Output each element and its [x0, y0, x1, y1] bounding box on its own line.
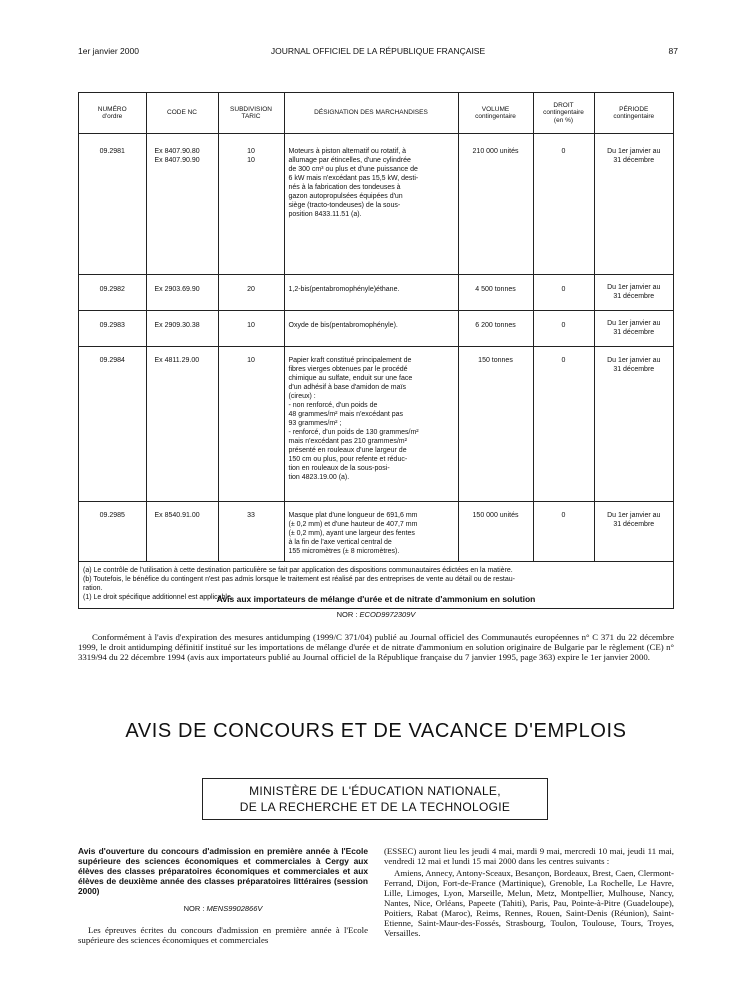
cell-subdivision	[218, 502, 284, 562]
nor-code: ECOD9972309V	[359, 610, 416, 619]
cell-periode	[594, 275, 673, 311]
cell-periode-l1: Du 1er janvier au	[607, 284, 661, 291]
section-title: AVIS DE CONCOURS ET DE VACANCE D'EMPLOIS	[125, 720, 627, 742]
cell-code	[146, 275, 218, 311]
concours-towns: Amiens, Annecy, Antony-Sceaux, Besançon, Bordeaux, Brest, Caen, Clermont-Ferrand, Dijon, Fort-de-France (Martinique), Grenoble, La Rochelle, Le Havre, Lille, Limoges, Lyon, Marseille, Melun, Metz, Montpellier, Mulhouse, Nancy, Nantes, Nice, Orléans, Papeete (Tahiti), Paris, Pau, Pointe-à-Pitre (Guadeloupe), Poitiers, Rabat (Maroc), Reims, Rennes, Rouen, Saint-Denis (Réunion), Saint-Etienne, Saint-Maur-des-Fossés, Strasbourg, Toulon, Toulouse, Tours, Troyes, Versailles.	[384, 868, 674, 938]
col-header-designation	[284, 93, 458, 134]
cell-numero: 09.2983	[79, 311, 146, 347]
cell-periode-l1: Du 1er janvier au	[607, 320, 661, 327]
cell-designation	[284, 275, 458, 311]
col-header-volume-l1: VOLUME	[481, 105, 510, 113]
cell-code-l1: Ex 2909.30.38	[154, 322, 200, 329]
col-header-code	[146, 93, 218, 134]
cell-code-l1: Ex 4811.29.00	[154, 357, 200, 364]
cell-code	[146, 134, 218, 275]
cell-periode-l2: 31 décembre	[613, 521, 655, 528]
cell-periode-l2: 31 décembre	[613, 366, 655, 373]
footnote-a: (a) Le contrôle de l'utilisation à cette destination particulière se fait par application des dispositions communautaires édictées en la matière.	[83, 567, 513, 574]
cell-designation	[284, 347, 458, 502]
col-header-code-l1: CODE NC	[167, 109, 197, 117]
footnote-b: (b) Toutefois, le bénéfice du contingent n'est pas admis lorsque le traitement est réalisé par des entreprises de vente au détail ou de restau-	[83, 576, 515, 583]
cell-periode-l1: Du 1er janvier au	[607, 357, 661, 364]
page-number: 87	[668, 46, 678, 56]
cell-subdivision-l1: 10	[247, 322, 255, 329]
table-row	[79, 134, 673, 275]
table-row	[79, 347, 673, 502]
col-header-droit-l2: contingentaire	[543, 109, 584, 117]
cell-droit: 0	[533, 134, 594, 275]
avis-importateurs-title: Avis aux importateurs de mélange d'urée et de nitrate d'ammonium en solution	[216, 594, 536, 604]
cell-code-l1: Ex 2903.69.90	[154, 286, 200, 293]
designation-line: à la fin de l'axe vertical central de	[288, 539, 392, 546]
cell-designation	[284, 311, 458, 347]
designation-line: tion 4823.19.00 (a).	[288, 474, 350, 481]
designation-line: 6 kW mais n'excédant pas 15,5 kW, desti-	[288, 175, 419, 182]
cell-droit: 0	[533, 275, 594, 311]
designation-line: (± 0,2 mm), ayant une largeur des fentes	[288, 530, 415, 537]
designation-line: chimique au sulfate, enduit sur une face	[288, 375, 413, 382]
cell-volume: 6 200 tonnes	[458, 311, 533, 347]
cell-subdivision-l1: 10	[247, 357, 255, 364]
footnote-1: (1) Le droit spécifique additionnel est applicable.	[83, 594, 233, 601]
cell-numero: 09.2984	[79, 347, 146, 502]
cell-numero: 09.2982	[79, 275, 146, 311]
ministry-line-2: DE LA RECHERCHE ET DE LA TECHNOLOGIE	[239, 800, 511, 814]
cell-droit: 0	[533, 311, 594, 347]
cell-volume: 210 000 unités	[458, 134, 533, 275]
cell-droit: 0	[533, 502, 594, 562]
cell-periode	[594, 311, 673, 347]
cell-periode	[594, 502, 673, 562]
designation-line: 93 grammes/m² ;	[288, 420, 342, 427]
table-row	[79, 502, 673, 562]
concours-body: Les épreuves écrites du concours d'admission en première année à l'Ecole supérieure des sciences économiques et commerciales	[78, 925, 368, 945]
cell-subdivision-l1: 20	[247, 286, 255, 293]
designation-line: position 8433.11.51 (a).	[288, 211, 362, 218]
cell-volume: 4 500 tonnes	[458, 275, 533, 311]
cell-periode-l2: 31 décembre	[613, 329, 655, 336]
cell-periode-l1: Du 1er janvier au	[607, 512, 661, 519]
designation-line: 48 grammes/m² mais n'excédant pas	[288, 411, 404, 418]
designation-line: fibres vierges obtenues par le procédé	[288, 366, 408, 373]
table-header-row	[79, 93, 673, 134]
nor-label: NOR :	[336, 610, 358, 619]
ministry-box	[202, 778, 548, 820]
concours-right-column	[384, 846, 674, 938]
designation-line: (± 0,2 mm) et d'une hauteur de 407,7 mm	[288, 521, 418, 528]
col-header-designation-l1: DÉSIGNATION DES MARCHANDISES	[314, 109, 428, 117]
designation-line: - non renforcé, d'un poids de	[288, 402, 378, 409]
cell-code	[146, 502, 218, 562]
designation-line: mais n'excédant pas 210 grammes/m²	[288, 438, 407, 445]
header-date: 1er janvier 2000	[78, 46, 139, 56]
cell-numero: 09.2981	[79, 134, 146, 275]
col-header-numero	[79, 93, 146, 134]
col-header-numero-l1: NUMÉRO	[97, 105, 127, 113]
cell-volume: 150 000 unités	[458, 502, 533, 562]
nor-code: MENS9902866V	[206, 904, 263, 913]
col-header-subdivision	[218, 93, 284, 134]
designation-line: Papier kraft constitué principalement de	[288, 357, 412, 364]
table-row	[79, 275, 673, 311]
cell-subdivision-l1: 33	[247, 512, 255, 519]
cell-periode	[594, 347, 673, 502]
avis-importateurs-nor	[78, 610, 674, 619]
cell-periode-l2: 31 décembre	[613, 293, 655, 300]
col-header-volume-l2: contingentaire	[475, 113, 516, 120]
designation-line: Moteurs à piston alternatif ou rotatif, à	[288, 148, 407, 155]
cell-code-l1: Ex 8407.90.80	[154, 148, 200, 155]
cell-code	[146, 347, 218, 502]
col-header-subdivision-l2: TARIC	[241, 113, 261, 120]
designation-line: Oxyde de bis(pentabromophényle).	[288, 322, 398, 329]
cell-periode-l2: 31 décembre	[613, 157, 655, 164]
cell-designation	[284, 502, 458, 562]
concours-left-column	[78, 846, 368, 945]
designation-line: 155 micromètres (± 8 micromètres).	[288, 548, 400, 555]
table-row	[79, 311, 673, 347]
designation-line: présenté en rouleaux d'une largeur de	[288, 447, 407, 454]
designation-line: 150 cm ou plus, pour refente et réduc-	[288, 456, 408, 463]
running-header	[78, 46, 678, 60]
col-header-periode-l1: PÉRIODE	[619, 105, 649, 113]
col-header-subdivision-l1: SUBDIVISION	[230, 105, 272, 113]
col-header-droit	[533, 93, 594, 134]
concours-nor	[78, 904, 368, 913]
col-header-periode-l2: contingentaire	[613, 113, 655, 120]
cell-droit: 0	[533, 347, 594, 502]
designation-line: gazon autopropulsées équipées d'un	[288, 193, 403, 200]
cell-periode	[594, 134, 673, 275]
designation-line: 1,2-bis(pentabromophényle)éthane.	[288, 286, 400, 293]
designation-line: siège (tracto-tondeuses) de la sous-	[288, 202, 401, 209]
header-journal-title: JOURNAL OFFICIEL DE LA RÉPUBLIQUE FRANÇAISE	[270, 46, 486, 56]
col-header-droit-l3: (en %)	[553, 116, 574, 124]
designation-line: - renforcé, d'un poids de 130 grammes/m²	[288, 429, 419, 436]
col-header-droit-l1: DROIT	[553, 101, 574, 109]
cell-numero: 09.2985	[79, 502, 146, 562]
designation-line: tion en rouleaux de la sous-posi-	[288, 465, 390, 472]
designation-line: Masque plat d'une longueur de 691,6 mm	[288, 512, 418, 519]
cell-subdivision	[218, 311, 284, 347]
designation-line: nés à la fabrication des tondeuses à	[288, 184, 401, 191]
col-header-periode	[594, 93, 673, 134]
designation-line: (cireux) :	[288, 393, 316, 400]
cell-designation	[284, 134, 458, 275]
cell-volume: 150 tonnes	[458, 347, 533, 502]
designation-line: d'un adhésif à base d'amidon de maïs	[288, 384, 406, 391]
cell-subdivision-l2: 10	[247, 157, 255, 164]
cell-periode-l1: Du 1er janvier au	[607, 148, 661, 155]
cell-subdivision-l1: 10	[247, 148, 255, 155]
ministry-line-1: MINISTÈRE DE L'ÉDUCATION NATIONALE,	[249, 784, 501, 798]
cell-subdivision	[218, 134, 284, 275]
nor-label: NOR :	[183, 904, 205, 913]
concours-right-intro: (ESSEC) auront lieu les jeudi 4 mai, mardi 9 mai, mercredi 10 mai, jeudi 11 mai, vendredi 12 mai et lundi 15 mai 2000 dans les centres suivants :	[384, 846, 674, 866]
concours-lead: Avis d'ouverture du concours d'admission en première année à l'Ecole supérieure des sciences économiques et commerciales à Cergy aux élèves des classes préparatoires économiques et commerciales et aux élèves de deuxième année des classes préparatoires littéraires (session 2000)	[78, 846, 368, 896]
quota-table	[78, 92, 674, 609]
designation-line: de 300 cm³ ou plus et d'une puissance de	[288, 166, 418, 173]
cell-subdivision	[218, 275, 284, 311]
footnote-b-cont: ration.	[83, 585, 103, 592]
designation-line: allumage par étincelles, d'une cylindrée	[288, 157, 411, 164]
col-header-volume	[458, 93, 533, 134]
cell-code-l2: Ex 8407.90.90	[154, 157, 200, 164]
cell-code	[146, 311, 218, 347]
avis-importateurs-paragraph: Conformément à l'avis d'expiration des mesures antidumping (1999/C 371/04) publié au Journal officiel des Communautés européennes n° C 371 du 22 décembre 1999, le droit antidumping définitif institué sur les importations de mélange d'urée et de nitrate d'ammonium en solution originaire de Bulgarie par le règlement (CE) n° 3319/94 du 22 décembre 1994 (avis aux importateurs publié au Journal officiel de la République française du 7 janvier 1995, page 363) expire le 1er janvier 2000.	[78, 632, 674, 662]
cell-subdivision	[218, 347, 284, 502]
col-header-numero-l2: d'ordre	[102, 113, 123, 120]
cell-code-l1: Ex 8540.91.00	[154, 512, 200, 519]
